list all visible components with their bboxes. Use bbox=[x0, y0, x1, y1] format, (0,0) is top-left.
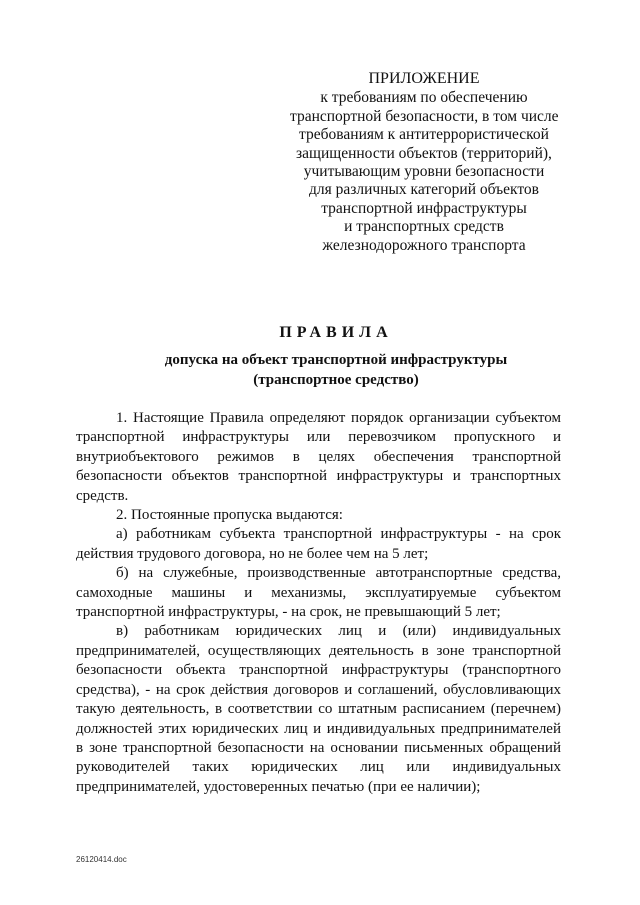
rules-subtitle-line: (транспортное средство) bbox=[253, 372, 419, 388]
footer-filename: 26120414.doc bbox=[76, 855, 127, 864]
appendix-line: к требованиям по обеспечению bbox=[320, 89, 528, 107]
rules-title: ПРАВИЛА bbox=[279, 324, 393, 341]
appendix-line: транспортной безопасности, в том числе bbox=[290, 107, 559, 125]
appendix-line: учитывающим уровни безопасности bbox=[303, 163, 545, 181]
paragraph-2c: в) работникам юридических лиц и (или) индивидуальных предпринимателей, осуществляющих деятельность в зоне транспортной безопасности объекта транспортной инфраструктуры (транспортного средства), - на срок действия договоров и соглашений, обусловливающих такую деятельность, в соответствии со штатным расписанием (перечнем) должностей этих юридических лиц и индивидуальных предпринимателей в зоне транспортной безопасности на основании письменных обращений руководителей таких юридических лиц или индивидуальных предпринимателей, удостоверенных печатью (при ее наличии); bbox=[76, 623, 561, 795]
appendix-line: железнодорожного транспорта bbox=[322, 236, 526, 254]
appendix-title: ПРИЛОЖЕНИЕ bbox=[368, 70, 480, 87]
rules-subtitle-line: допуска на объект транспортной инфраструктуры bbox=[164, 352, 508, 368]
appendix-line: транспортной инфраструктуры bbox=[321, 199, 527, 217]
paragraph-2b: б) на служебные, производственные автотранспортные средства, самоходные машины и механизмы, эксплуатируемые субъектом транспортной инфраструктуры, - на срок, не превышающий 5 лет; bbox=[76, 565, 561, 621]
document-body bbox=[76, 409, 561, 797]
paragraph-2a: а) работникам субъекта транспортной инфраструктуры - на срок действия трудового договора, но не более чем на 5 лет; bbox=[76, 526, 561, 562]
appendix-line: требованиям к антитеррористической bbox=[299, 126, 549, 144]
appendix-header bbox=[290, 70, 558, 255]
paragraph-1: 1. Настоящие Правила определяют порядок организации субъектом транспортной инфраструктуры или перевозчиком пропускного и внутриобъектового режимов в целях обеспечения транспортной безопасности объектов транспортной инфраструктуры и транспортных средств. bbox=[76, 410, 561, 504]
rules-subtitle bbox=[0, 350, 640, 390]
appendix-line: и транспортных средств bbox=[344, 218, 504, 236]
appendix-line: защищенности объектов (территорий), bbox=[296, 144, 552, 162]
appendix-line: для различных категорий объектов bbox=[308, 181, 539, 199]
paragraph-2: 2. Постоянные пропуска выдаются: bbox=[116, 507, 343, 524]
